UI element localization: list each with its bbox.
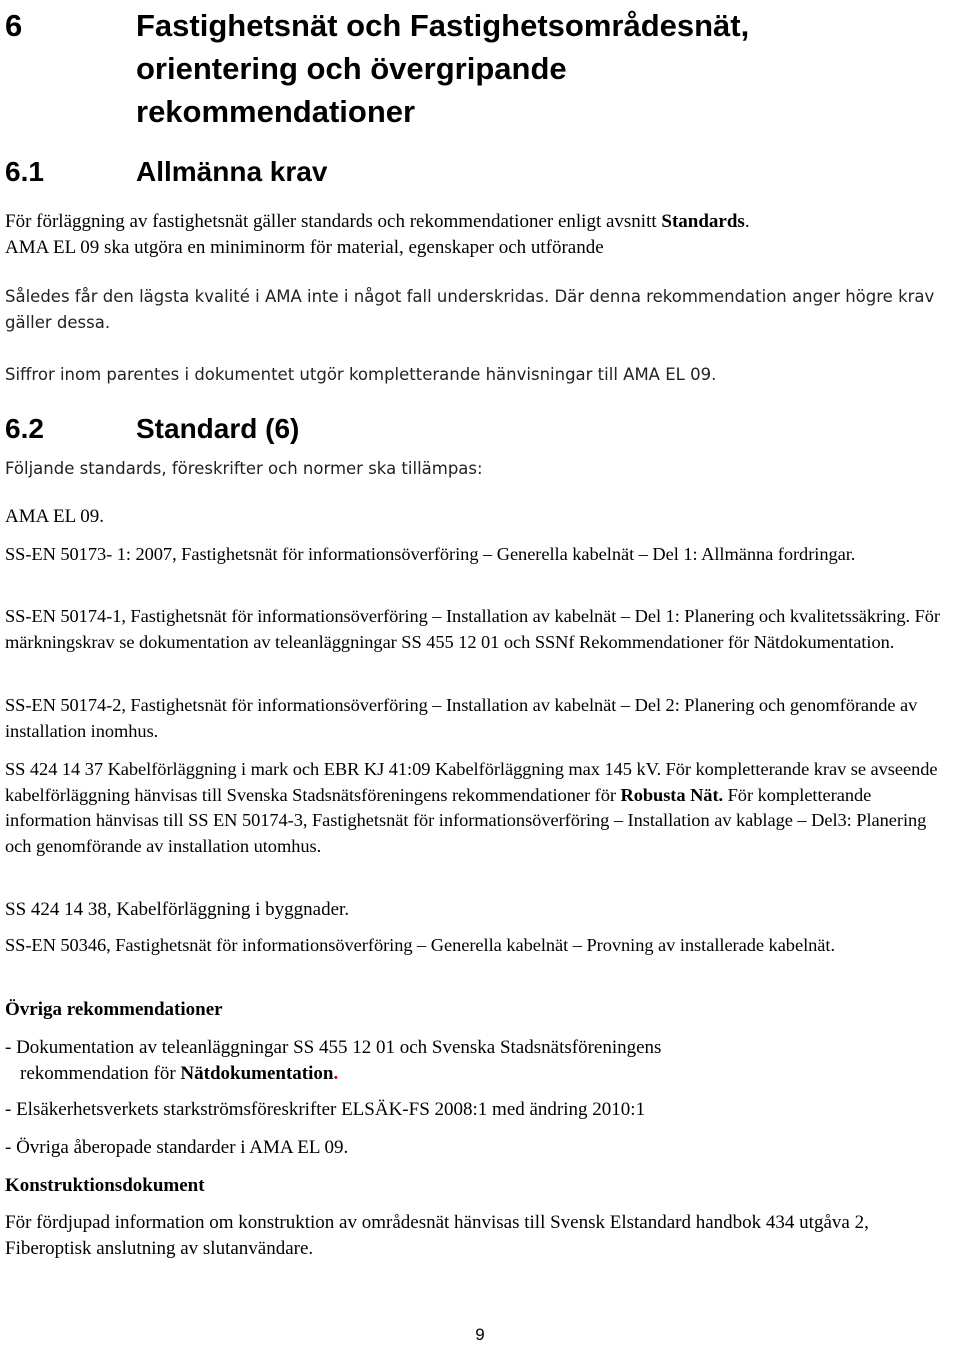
section-6-2-number: 6.2 bbox=[5, 413, 44, 444]
section-6-heading bbox=[5, 4, 955, 133]
robusta-nat-text: Robusta Nät. bbox=[620, 784, 724, 805]
section-6-1-title: Allmänna krav bbox=[136, 156, 328, 187]
ovriga-heading: Övriga rekommendationer bbox=[5, 999, 223, 1020]
standard-item-ss4241437: SS 424 14 37 Kabelförläggning i mark och EBR KJ 41:09 Kabelförläggning max 145 kV. För kompletterande krav se avseende kabelförläggning hänvisas till Svenska Stadsnätsföreningens rekommendationer för Robusta Nät. För kompletterande information hänvisas till SS EN 50174-3, Fastighetsnät för informationsöverföring – Installation av kablage – Del3: Planering och genomförande av installation utomhus. bbox=[5, 759, 938, 856]
natdokumentation-text: Nätdokumentation bbox=[180, 1062, 334, 1084]
standard-item-ss4241438: SS 424 14 38, Kabelförläggning i byggnader. bbox=[5, 899, 350, 920]
section-6-1-number: 6.1 bbox=[5, 156, 44, 187]
standards-link-text: Standards bbox=[661, 211, 745, 232]
standard-item-en50173: SS-EN 50173- 1: 2007, Fastighetsnät för informationsöverföring – Generella kabelnät – Del 1: Allmänna fordringar. bbox=[5, 544, 856, 564]
konstruktion-paragraph: För fördjupad information om konstruktion av områdesnät hänvisas till Svensk Elstandard handbok 434 utgåva 2, Fiberoptisk anslutning av slutanvändare. bbox=[5, 1212, 869, 1259]
ovriga-item-documentation: - Dokumentation av teleanläggningar SS 455 12 01 och Svenska Stadsnätsföreningens rekommendation för Nätdokumentation. bbox=[5, 1037, 662, 1084]
standard-item-en50346: SS-EN 50346, Fastighetsnät för informationsöverföring – Generella kabelnät – Provning av installerade kabelnät. bbox=[5, 935, 835, 955]
standards-intro-paragraph: Följande standards, föreskrifter och normer ska tillämpas: bbox=[5, 459, 483, 478]
section-6-2-heading bbox=[5, 412, 955, 446]
section-6-1-heading bbox=[5, 155, 955, 189]
section-6-title-line-1: Fastighetsnät och Fastighetsområdesnät, bbox=[136, 8, 750, 43]
ovriga-item-elsak: - Elsäkerhetsverkets starkströmsföreskrifter ELSÄK-FS 2008:1 med ändring 2010:1 bbox=[5, 1099, 646, 1120]
minimum-quality-paragraph: Således får den lägsta kvalité i AMA inte i något fall underskridas. Där denna rekommendation anger högre krav gäller dessa. bbox=[5, 287, 935, 332]
standard-item-en50174-2: SS-EN 50174-2, Fastighetsnät för informationsöverföring – Installation av kabelnät – Del 2: Planering och genomförande av installation inomhus. bbox=[5, 695, 918, 741]
section-6-title-line-3: rekommendationer bbox=[136, 94, 416, 129]
konstruktion-heading: Konstruktionsdokument bbox=[5, 1175, 205, 1196]
parentheses-note-paragraph: Siffror inom parentes i dokumentet utgör kompletterande hänvisningar till AMA EL 09. bbox=[5, 365, 717, 384]
section-6-number: 6 bbox=[5, 8, 23, 43]
section-6-2-title: Standard (6) bbox=[136, 413, 300, 444]
ovriga-item-ama: - Övriga åberopade standarder i AMA EL 09. bbox=[5, 1137, 349, 1158]
standard-item-ama: AMA EL 09. bbox=[5, 506, 105, 527]
page-number: 9 bbox=[475, 1325, 485, 1344]
section-6-title-line-2: orientering och övergripande bbox=[136, 51, 567, 86]
standards-reference-paragraph: För förläggning av fastighetsnät gäller standards och rekommendationer enligt avsnitt Standards. AMA EL 09 ska utgöra en miniminorm för material, egenskaper och utförande bbox=[5, 211, 750, 258]
standard-item-en50174-1: SS-EN 50174-1, Fastighetsnät för informationsöverföring – Installation av kabelnät – Del 1: Planering och kvalitetssäkring. För märkningskrav se dokumentation av teleanläggningar SS 455 12 01 och SSNf Rekommendationer för Nätdokumentation. bbox=[5, 606, 940, 652]
